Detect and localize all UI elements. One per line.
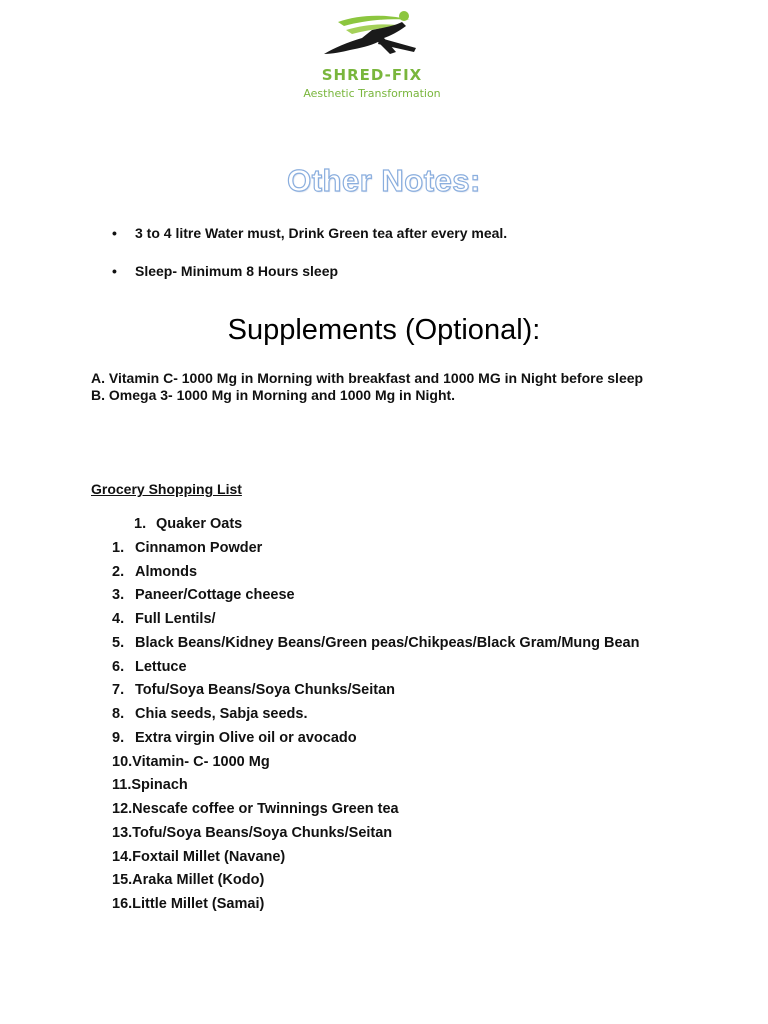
item-text: Full Lentils/ [135, 611, 216, 627]
item-number: 10. [112, 753, 133, 770]
brand-tagline: Aesthetic Transformation [303, 87, 441, 100]
item-text: Extra virgin Olive oil or avocado [135, 729, 357, 746]
list-item [112, 798, 639, 822]
brand-name: SHRED-FIX [321, 66, 423, 84]
item-text: Quaker Oats [156, 516, 243, 532]
other-notes-heading: Other Notes: [287, 163, 481, 198]
list-item [112, 727, 639, 751]
item-text: Little Millet (Samai) [132, 896, 265, 912]
supplements-heading: Supplements (Optional): [227, 314, 541, 346]
list-item [112, 632, 639, 656]
item-text: Spinach [131, 777, 188, 794]
bullet-icon: • [112, 263, 117, 279]
item-number: 12. [112, 801, 133, 817]
supplement-line: A. Vitamin C- 1000 Mg in Morning with breakfast and 1000 MG in Night before sleep [91, 370, 644, 386]
list-item [112, 679, 639, 703]
item-text: Vitamin- C- 1000 Mg [132, 753, 270, 770]
item-text: Araka Millet (Kodo) [132, 872, 265, 889]
item-text: Black Beans/Kidney Beans/Green peas/Chikpeas/Black Gram/Mung Bean [135, 634, 640, 651]
item-number: 5. [112, 634, 125, 651]
item-text: Chia seeds, Sabja seeds. [135, 706, 308, 722]
notes-list [112, 224, 507, 300]
item-number: 11. [112, 777, 132, 794]
list-item [112, 561, 639, 585]
item-text: Tofu/Soya Beans/Soya Chunks/Seitan [135, 682, 395, 699]
list-item [112, 869, 639, 893]
list-item [112, 774, 639, 798]
item-number: 16. [112, 896, 133, 912]
item-number: 4. [112, 611, 125, 627]
list-item [112, 703, 639, 727]
list-item [112, 608, 639, 632]
item-number: 3. [112, 587, 125, 604]
note-text: 3 to 4 litre Water must, Drink Green tea after every meal. [135, 225, 508, 241]
item-number: 2. [112, 563, 125, 580]
item-text: Foxtail Millet (Navane) [132, 848, 286, 865]
list-item [112, 513, 639, 537]
grocery-list [112, 513, 639, 917]
list-item [112, 584, 639, 608]
grocery-heading: Grocery Shopping List [91, 481, 242, 497]
item-number: 8. [112, 706, 125, 722]
list-item [112, 537, 639, 561]
item-text: Cinnamon Powder [135, 539, 263, 556]
list-item [112, 751, 639, 775]
note-text: Sleep- Minimum 8 Hours sleep [135, 263, 339, 279]
item-number: 1. [134, 516, 147, 532]
item-number: 15. [112, 872, 133, 889]
item-number: 14. [112, 848, 133, 865]
list-item [112, 656, 639, 680]
item-text: Almonds [135, 563, 198, 580]
list-item [112, 846, 639, 870]
supplements-lines [91, 370, 661, 404]
item-number: 6. [112, 658, 125, 675]
item-text: Tofu/Soya Beans/Soya Chunks/Seitan [132, 824, 393, 841]
bullet-icon: • [112, 225, 117, 241]
list-item [112, 224, 507, 262]
list-item [112, 893, 639, 917]
item-number: 7. [112, 682, 125, 699]
item-number: 9. [112, 729, 125, 746]
list-item [112, 262, 507, 300]
item-number: 1. [112, 539, 125, 556]
item-text: Nescafe coffee or Twinnings Green tea [132, 801, 399, 817]
runner-logo-icon [320, 8, 424, 64]
logo [282, 8, 462, 103]
supplement-line: B. Omega 3- 1000 Mg in Morning and 1000 Mg in Night. [91, 387, 456, 403]
item-text: Paneer/Cottage cheese [135, 587, 295, 604]
item-text: Lettuce [135, 658, 187, 675]
list-item [112, 822, 639, 846]
item-number: 13. [112, 824, 133, 841]
